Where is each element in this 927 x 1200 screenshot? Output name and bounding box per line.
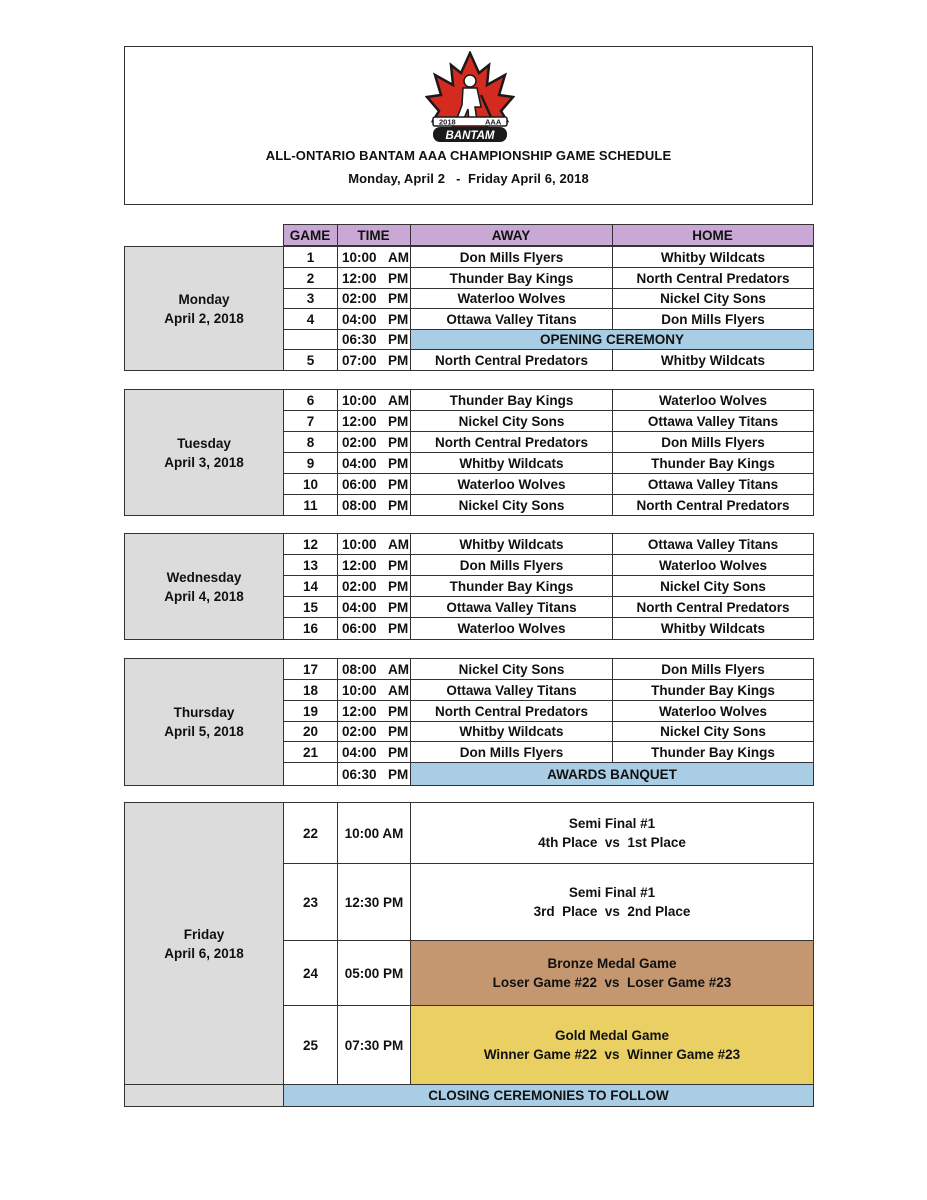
game-time: 10:00 AM (338, 534, 411, 555)
game-number: 17 (284, 659, 338, 680)
game-number: 24 (284, 941, 338, 1006)
home-team: North Central Predators (613, 268, 814, 289)
game-number: 10 (284, 474, 338, 495)
home-team: Nickel City Sons (613, 289, 814, 309)
game-number: 23 (284, 864, 338, 941)
page-title: ALL-ONTARIO BANTAM AAA CHAMPIONSHIP GAME SCHEDULE (265, 148, 672, 163)
day-name: Wednesday (166, 569, 242, 585)
logo-level-text: AAA (485, 117, 502, 127)
away-team: Ottawa Valley Titans (411, 680, 613, 701)
game-number: 20 (284, 722, 338, 742)
day-cell (125, 534, 284, 640)
away-team: Don Mills Flyers (411, 247, 613, 268)
home-team: Thunder Bay Kings (613, 453, 814, 474)
game-number: 12 (284, 534, 338, 555)
home-team: Thunder Bay Kings (613, 680, 814, 701)
wednesday-block (124, 533, 814, 640)
gold-medal-game: Gold Medal Game Winner Game #22 vs Winner Game #23 (411, 1006, 814, 1085)
day-name: Friday (183, 926, 225, 942)
col-away-header: AWAY (410, 225, 612, 246)
away-team: Whitby Wildcats (411, 534, 613, 555)
home-team: North Central Predators (613, 597, 814, 618)
game-number: 9 (284, 453, 338, 474)
away-team: North Central Predators (411, 350, 613, 371)
home-team: Nickel City Sons (613, 576, 814, 597)
game-number: 6 (284, 390, 338, 411)
home-team: Don Mills Flyers (613, 432, 814, 453)
away-team: Thunder Bay Kings (411, 390, 613, 411)
col-home-header: HOME (612, 225, 813, 246)
away-team: Whitby Wildcats (411, 453, 613, 474)
game-number (284, 763, 338, 786)
day-cell (125, 659, 284, 786)
game-number: 21 (284, 742, 338, 763)
game-time: 04:00 PM (338, 453, 411, 474)
game-time: 05:00 PM (338, 941, 411, 1006)
game-time: 06:00 PM (338, 474, 411, 495)
game-number: 5 (284, 350, 338, 371)
tuesday-block (124, 389, 814, 516)
game-number: 7 (284, 411, 338, 432)
game-number: 22 (284, 803, 338, 864)
logo-name-text: BANTAM (445, 130, 495, 142)
game-time: 02:00 PM (338, 289, 411, 309)
game-time: 12:30 PM (338, 864, 411, 941)
game-time: 06:00 PM (338, 618, 411, 640)
away-team: Nickel City Sons (411, 495, 613, 516)
home-team: Ottawa Valley Titans (613, 411, 814, 432)
day-date: April 2, 2018 (164, 310, 244, 326)
bronze-medal-game: Bronze Medal Game Loser Game #22 vs Loser Game #23 (411, 941, 814, 1006)
day-cell (125, 390, 284, 516)
game-time: 10:00 AM (338, 803, 411, 864)
away-team: Nickel City Sons (411, 659, 613, 680)
home-team: Don Mills Flyers (613, 309, 814, 330)
friday-block (124, 802, 814, 1107)
opening-ceremony-event: OPENING CEREMONY (411, 330, 814, 350)
away-team: Don Mills Flyers (411, 742, 613, 763)
away-team: North Central Predators (411, 701, 613, 722)
away-team: Thunder Bay Kings (411, 268, 613, 289)
home-team: Whitby Wildcats (613, 618, 814, 640)
home-team: Waterloo Wolves (613, 555, 814, 576)
home-team: Whitby Wildcats (613, 247, 814, 268)
game-time: 02:00 PM (338, 722, 411, 742)
semi-final-1: Semi Final #1 4th Place vs 1st Place (411, 803, 814, 864)
game-time: 10:00 AM (338, 390, 411, 411)
semi-final-2: Semi Final #1 3rd Place vs 2nd Place (411, 864, 814, 941)
game-time: 10:00 AM (338, 680, 411, 701)
closing-ceremonies: CLOSING CEREMONIES TO FOLLOW (284, 1085, 814, 1107)
game-time: 12:00 PM (338, 411, 411, 432)
home-team: Waterloo Wolves (613, 390, 814, 411)
game-number: 18 (284, 680, 338, 701)
monday-block (124, 246, 814, 371)
game-time: 08:00 AM (338, 659, 411, 680)
game-number: 13 (284, 555, 338, 576)
logo-year-text: 2018 (439, 117, 456, 127)
home-team: Whitby Wildcats (613, 350, 814, 371)
game-number: 14 (284, 576, 338, 597)
game-time: 02:00 PM (338, 432, 411, 453)
col-time-header: TIME (337, 225, 410, 246)
away-team: Ottawa Valley Titans (411, 597, 613, 618)
away-team: Waterloo Wolves (411, 474, 613, 495)
home-team: Nickel City Sons (613, 722, 814, 742)
game-number: 8 (284, 432, 338, 453)
title-box (124, 46, 813, 205)
game-time: 04:00 PM (338, 742, 411, 763)
day-date: April 4, 2018 (164, 588, 244, 604)
day-name: Monday (178, 291, 230, 307)
game-time: 07:00 PM (338, 350, 411, 371)
away-team: Waterloo Wolves (411, 618, 613, 640)
day-name: Thursday (173, 705, 235, 720)
day-cell (125, 247, 284, 371)
date-range: Monday, April 2 - Friday April 6, 2018 (348, 171, 589, 186)
game-time: 12:00 PM (338, 268, 411, 289)
game-number: 15 (284, 597, 338, 618)
day-cell (125, 803, 284, 1085)
game-number: 16 (284, 618, 338, 640)
game-number: 19 (284, 701, 338, 722)
game-number: 25 (284, 1006, 338, 1085)
bantam-logo (425, 51, 515, 147)
day-date: April 3, 2018 (164, 454, 244, 470)
away-team: Whitby Wildcats (411, 722, 613, 742)
home-team: North Central Predators (613, 495, 814, 516)
game-number: 3 (284, 289, 338, 309)
game-time: 07:30 PM (338, 1006, 411, 1085)
game-number (284, 330, 338, 350)
column-header-table (124, 224, 814, 246)
day-date: April 6, 2018 (164, 945, 244, 961)
home-team: Waterloo Wolves (613, 701, 814, 722)
game-number: 4 (284, 309, 338, 330)
event-time: 06:30 PM (338, 763, 411, 786)
game-time: 12:00 PM (338, 701, 411, 722)
event-time: 06:30 PM (338, 330, 411, 350)
away-team: Nickel City Sons (411, 411, 613, 432)
game-time: 04:00 PM (338, 597, 411, 618)
day-date: April 5, 2018 (164, 724, 244, 739)
day-name: Tuesday (177, 435, 231, 451)
away-team: Thunder Bay Kings (411, 576, 613, 597)
away-team: Ottawa Valley Titans (411, 309, 613, 330)
away-team: North Central Predators (411, 432, 613, 453)
away-team: Don Mills Flyers (411, 555, 613, 576)
home-team: Ottawa Valley Titans (613, 534, 814, 555)
game-time: 10:00 AM (338, 247, 411, 268)
thursday-block (124, 658, 814, 786)
home-team: Ottawa Valley Titans (613, 474, 814, 495)
awards-banquet-event: AWARDS BANQUET (411, 763, 814, 786)
game-time: 12:00 PM (338, 555, 411, 576)
home-team: Thunder Bay Kings (613, 742, 814, 763)
col-game-header: GAME (283, 225, 337, 246)
game-number: 2 (284, 268, 338, 289)
game-time: 08:00 PM (338, 495, 411, 516)
game-number: 1 (284, 247, 338, 268)
home-team: Don Mills Flyers (613, 659, 814, 680)
away-team: Waterloo Wolves (411, 289, 613, 309)
game-number: 11 (284, 495, 338, 516)
game-time: 02:00 PM (338, 576, 411, 597)
game-time: 04:00 PM (338, 309, 411, 330)
